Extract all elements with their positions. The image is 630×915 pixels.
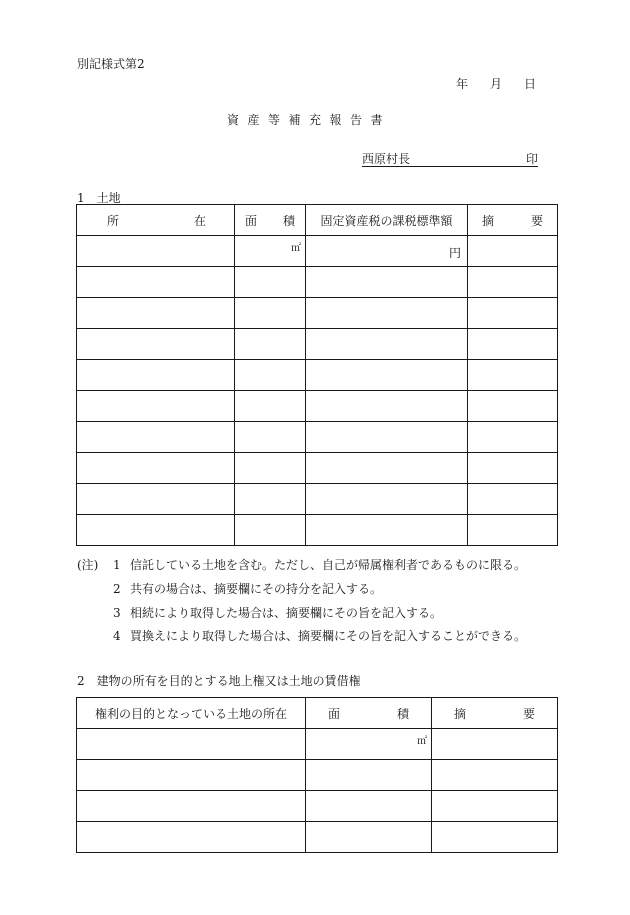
area-cell[interactable] [235, 515, 306, 546]
tax-base-cell[interactable] [306, 360, 468, 391]
area-cell[interactable] [306, 729, 432, 760]
area-unit: ㎡ [417, 736, 427, 747]
remarks-cell[interactable] [468, 267, 558, 298]
note-text: 信託している土地を含む。ただし、自己が帰属権利者であるものに限る。 [130, 558, 527, 572]
area-cell[interactable] [235, 484, 306, 515]
document-title: 資産等補充報告書 [227, 113, 392, 127]
tax-base-cell[interactable] [306, 391, 468, 422]
remarks-cell[interactable] [468, 422, 558, 453]
remarks-cell[interactable] [468, 298, 558, 329]
addressee-line [362, 150, 538, 167]
location-cell[interactable] [77, 267, 235, 298]
tax-base-cell[interactable] [306, 453, 468, 484]
table-row [77, 729, 558, 760]
remarks-cell[interactable] [468, 329, 558, 360]
table-row [77, 329, 558, 360]
location-cell[interactable] [77, 236, 235, 267]
year-label: 年 [456, 77, 469, 91]
yen-unit: 円 [448, 246, 461, 260]
table-row [77, 298, 558, 329]
location-cell[interactable] [77, 729, 306, 760]
table-row [77, 484, 558, 515]
remarks-cell[interactable] [432, 791, 558, 822]
col-remarks-a: 摘 [454, 706, 467, 721]
col-remarks [468, 205, 558, 236]
col-area-b: 積 [396, 706, 409, 721]
note-num: 4 [113, 629, 121, 643]
area-cell[interactable] [235, 236, 306, 267]
area-cell[interactable] [235, 453, 306, 484]
note-text: 相続により取得した場合は、摘要欄にその旨を記入する。 [130, 606, 443, 620]
remarks-cell[interactable] [468, 391, 558, 422]
area-cell[interactable] [235, 329, 306, 360]
table-row [77, 236, 558, 267]
tax-base-cell[interactable] [306, 236, 468, 267]
location-cell[interactable] [77, 453, 235, 484]
note-text: 共有の場合は、摘要欄にその持分を記入する。 [130, 582, 383, 596]
col-area-a: 面 [328, 706, 341, 721]
leasehold-table [76, 697, 558, 853]
table-row [77, 453, 558, 484]
leasehold-table-header [77, 698, 558, 729]
note-2 [113, 580, 382, 597]
note-1 [77, 556, 526, 573]
col-right-location: 権利の目的となっている土地の所在 [77, 698, 306, 729]
note-num: 3 [113, 606, 121, 620]
location-cell[interactable] [77, 329, 235, 360]
col-location-a: 所 [107, 213, 120, 228]
date-line [456, 75, 536, 92]
table-row [77, 822, 558, 853]
remarks-cell[interactable] [468, 515, 558, 546]
note-num: 2 [113, 582, 121, 596]
land-table-body [77, 236, 558, 546]
location-cell[interactable] [77, 391, 235, 422]
table-row [77, 760, 558, 791]
table-row [77, 267, 558, 298]
location-cell[interactable] [77, 760, 306, 791]
table-row [77, 391, 558, 422]
location-cell[interactable] [77, 360, 235, 391]
area-cell[interactable] [306, 791, 432, 822]
area-cell[interactable] [235, 360, 306, 391]
location-cell[interactable] [77, 822, 306, 853]
col-area-a: 面 [245, 213, 258, 228]
seal-mark: 印 [525, 152, 538, 166]
note-3 [113, 604, 442, 621]
remarks-cell[interactable] [432, 760, 558, 791]
area-cell[interactable] [235, 391, 306, 422]
note-num: 1 [113, 558, 121, 572]
col-area [306, 698, 432, 729]
tax-base-cell[interactable] [306, 329, 468, 360]
mayor-name: 西原村長 [362, 152, 411, 166]
location-cell[interactable] [77, 298, 235, 329]
note-text: 買換えにより取得した場合は、摘要欄にその旨を記入することができる。 [130, 629, 527, 643]
col-area-b: 積 [282, 213, 295, 228]
tax-base-cell[interactable] [306, 515, 468, 546]
location-cell[interactable] [77, 515, 235, 546]
area-cell[interactable] [306, 822, 432, 853]
location-cell[interactable] [77, 422, 235, 453]
area-cell[interactable] [235, 422, 306, 453]
col-tax-base: 固定資産税の課税標準額 [306, 205, 468, 236]
table-row [77, 791, 558, 822]
area-cell[interactable] [306, 760, 432, 791]
remarks-cell[interactable] [468, 236, 558, 267]
note-prefix: (注) [77, 558, 99, 572]
remarks-cell[interactable] [468, 360, 558, 391]
col-remarks-b: 要 [522, 706, 535, 721]
remarks-cell[interactable] [468, 453, 558, 484]
table-row [77, 515, 558, 546]
tax-base-cell[interactable] [306, 267, 468, 298]
section1-heading: 1 土地 [77, 191, 121, 205]
remarks-cell[interactable] [432, 822, 558, 853]
tax-base-cell[interactable] [306, 422, 468, 453]
month-label: 月 [490, 77, 503, 91]
col-remarks-b: 要 [530, 213, 543, 228]
tax-base-cell[interactable] [306, 484, 468, 515]
remarks-cell[interactable] [432, 729, 558, 760]
form-id: 別記様式第2 [77, 57, 145, 71]
remarks-cell[interactable] [468, 484, 558, 515]
note-4 [113, 627, 526, 644]
location-cell[interactable] [77, 484, 235, 515]
col-location-b: 在 [193, 213, 206, 228]
table-row [77, 422, 558, 453]
section2-heading: 2 建物の所有を目的とする地上権又は土地の賃借権 [77, 674, 361, 688]
col-location [77, 205, 235, 236]
area-unit: ㎡ [291, 243, 301, 254]
col-remarks-a: 摘 [482, 213, 495, 228]
area-cell[interactable] [235, 298, 306, 329]
location-cell[interactable] [77, 791, 306, 822]
area-cell[interactable] [235, 267, 306, 298]
land-table [76, 204, 558, 546]
col-area [235, 205, 306, 236]
day-label: 日 [524, 77, 537, 91]
table-row [77, 360, 558, 391]
tax-base-cell[interactable] [306, 298, 468, 329]
col-remarks [432, 698, 558, 729]
leasehold-table-body [77, 729, 558, 853]
land-table-header [77, 205, 558, 236]
